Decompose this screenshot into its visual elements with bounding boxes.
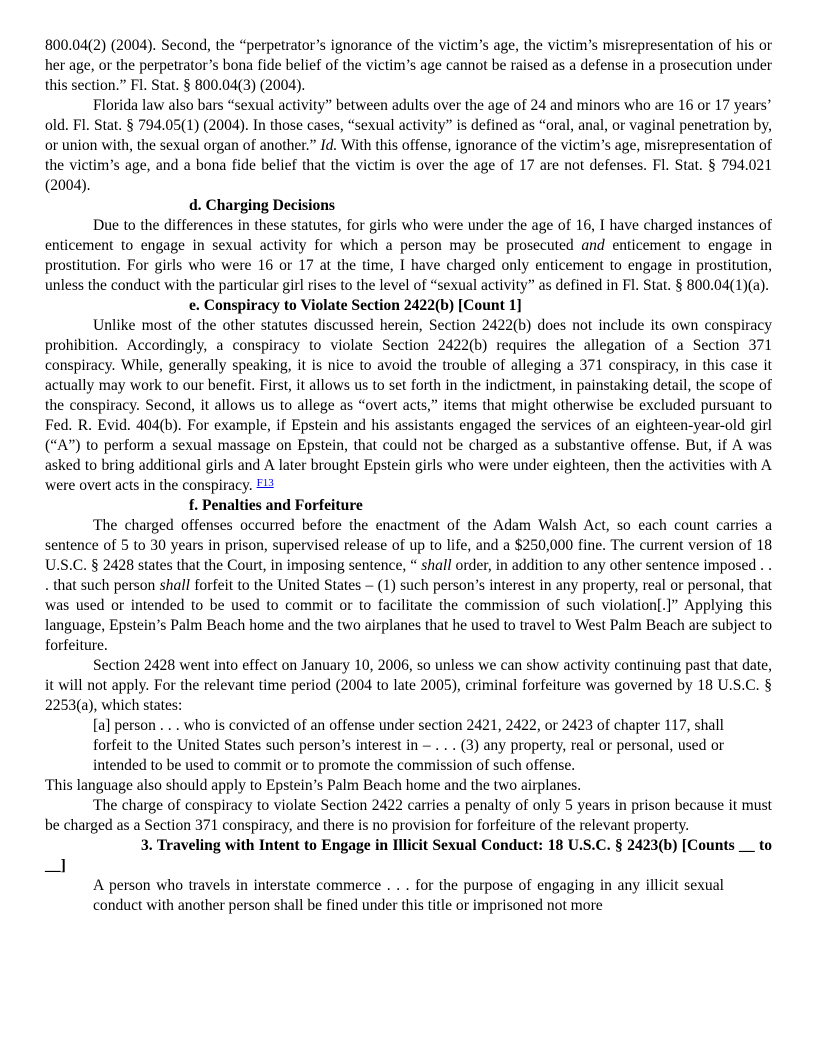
paragraph-5-text-c: forfeit to the United States – (1) such person’s interest in any property, real or personal, that was used or intended to be used to commit or to facilitate the commission of such violation[.]” Applying this language, Epstein’s Palm Beach home and the two airplanes that he used to travel to West Palm Beach are subject to forfeiture. bbox=[45, 577, 772, 654]
emphasis-and: and bbox=[581, 237, 605, 254]
paragraph-3-text-b: enticement to engage in prostitution. For girls who were 16 or 17 at the time, I have charged only enticement to engage in prostitution, unless the conduct with the particular girl rises to the level of “sexual activity” as defined in Fl. Stat. § 800.04(1)(a). bbox=[45, 237, 772, 294]
footnote-link-f13[interactable]: F13 bbox=[256, 477, 274, 489]
paragraph-5 bbox=[45, 516, 772, 656]
paragraph-1-text: 800.04(2) (2004). Second, the “perpetrator’s ignorance of the victim’s age, the victim’s misrepresentation of his or her age, or the perpetrator’s bona fide belief of the victim’s age cannot be raised as a defense in a prosecution under this section.” Fl. Stat. § 800.04(3) (2004). bbox=[45, 37, 772, 94]
paragraph-4-text: Unlike most of the other statutes discussed herein, Section 2422(b) does not include its own conspiracy prohibition. Accordingly, a conspiracy to violate Section 2422(b) requires the allegation of a Section 371 conspiracy. While, generally speaking, it is nice to avoid the trouble of alleging a 371 conspiracy, in this case it actually may work to our benefit. First, it allows us to set forth in the indictment, in painstaking detail, the scope of the conspiracy. Second, it allows us to allege as “overt acts,” items that might otherwise be excluded pursuant to Fed. R. Evid. 404(b). For example, if Epstein and his assistants engaged the services of an eighteen-year-old girl (“A”) to perform a sexual massage on Epstein, that could not be charged as a substantive offense. But, if A was asked to bring additional girls and A later brought Epstein girls who were under eighteen, then the activities with A were overt acts in the conspiracy. bbox=[45, 317, 772, 494]
block-quote-2253: [a] person . . . who is convicted of an offense under section 2421, 2422, or 2423 of chapter 117, shall forfeit to the United States such person’s interest in – . . . (3) any property, real or personal, used or intended to be used to commit or to promote the commission of such offense. bbox=[93, 717, 724, 774]
paragraph-7: This language also should apply to Epstein’s Palm Beach home and the two airplanes. bbox=[45, 777, 582, 794]
paragraph-2-text-b: With this offense, ignorance of the victim’s age, misrepresentation of the victim’s age, and a bona fide belief that the victim is over the age of 17 are not defenses. Fl. Stat. § 794.021 (2004). bbox=[45, 137, 772, 194]
heading-charging-decisions: d. Charging Decisions bbox=[189, 197, 335, 214]
heading-penalties-forfeiture: f. Penalties and Forfeiture bbox=[189, 497, 363, 514]
paragraph-3 bbox=[45, 216, 772, 296]
paragraph-8: The charge of conspiracy to violate Section 2422 carries a penalty of only 5 years in prison because it must be charged as a Section 371 conspiracy, and there is no provision for forfeiture of the relevant property. bbox=[45, 797, 772, 834]
id-citation: Id. bbox=[320, 137, 338, 154]
emphasis-shall-2: shall bbox=[159, 577, 190, 594]
heading-conspiracy: e. Conspiracy to Violate Section 2422(b) [Count 1] bbox=[189, 297, 522, 314]
paragraph-1 bbox=[45, 36, 772, 96]
paragraph-4 bbox=[45, 316, 772, 496]
paragraph-2 bbox=[45, 96, 772, 196]
paragraph-6: Section 2428 went into effect on January 10, 2006, so unless we can show activity continuing past that date, it will not apply. For the relevant time period (2004 to late 2005), criminal forfeiture was governed by 18 U.S.C. § 2253(a), which states: bbox=[45, 657, 772, 714]
document-page bbox=[45, 36, 772, 916]
paragraph-3-text-a: Due to the differences in these statutes, for girls who were under the age of 16, I have charged instances of enticement to engage in sexual activity for which a person may be prosecuted bbox=[45, 217, 772, 254]
paragraph-5-text-b: order, in addition to any other sentence imposed . . . that such person bbox=[45, 557, 772, 594]
block-quote-2423b: A person who travels in interstate commerce . . . for the purpose of engaging in any illicit sexual conduct with another person shall be fined under this title or imprisoned not more bbox=[93, 877, 724, 914]
heading-traveling-intent: 3. Traveling with Intent to Engage in Illicit Sexual Conduct: 18 U.S.C. § 2423(b) [Counts __ to __] bbox=[45, 837, 772, 874]
emphasis-shall-1: shall bbox=[421, 557, 452, 574]
paragraph-2-text-a: Florida law also bars “sexual activity” between adults over the age of 24 and minors who are 16 or 17 years’ old. Fl. Stat. § 794.05(1) (2004). In those cases, “sexual activity” is defined as “oral, anal, or vaginal penetration by, or union with, the sexual organ of another.” bbox=[45, 97, 772, 154]
paragraph-5-text-a: The charged offenses occurred before the enactment of the Adam Walsh Act, so each count carries a sentence of 5 to 30 years in prison, supervised release of up to life, and a $250,000 fine. The current version of 18 U.S.C. § 2428 states that the Court, in imposing sentence, “ bbox=[45, 517, 772, 574]
